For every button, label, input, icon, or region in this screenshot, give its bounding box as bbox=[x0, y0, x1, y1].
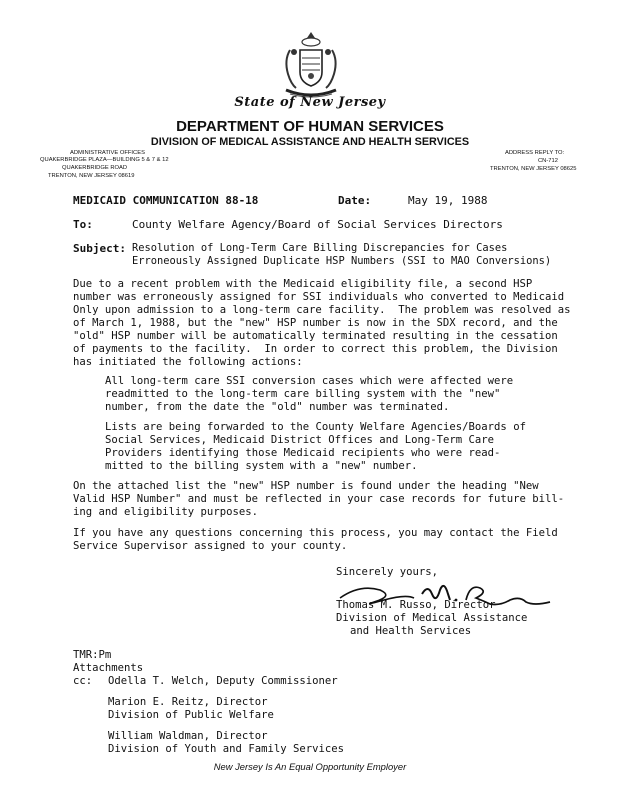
admin-address-line: QUAKERBRIDGE PLAZA—BUILDING 5 & 7 & 12 bbox=[40, 157, 169, 163]
signer-title: and Health Services bbox=[350, 625, 472, 637]
indented-line: Social Services, Medicaid District Offices and Long-Term Care bbox=[105, 434, 495, 446]
body-line: Valid HSP Number" and must be reflected in your case records for future bill- bbox=[73, 493, 565, 505]
body-line: of payments to the facility. In order to correct this problem, the Division bbox=[73, 343, 558, 355]
indented-line: Lists are being forwarded to the County Welfare Agencies/Boards of bbox=[105, 421, 526, 433]
cc-recipient-name: Odella T. Welch, Deputy Commissioner bbox=[108, 675, 338, 687]
subject-label: Subject: bbox=[73, 242, 126, 255]
body-line: number was erroneously assigned for SSI individuals who converted to Medicaid bbox=[73, 291, 565, 303]
cc-recipient-name: Marion E. Reitz, Director bbox=[108, 696, 268, 708]
department-name: DEPARTMENT OF HUMAN SERVICES bbox=[176, 118, 444, 135]
to-label: To: bbox=[73, 218, 93, 231]
body-line: On the attached list the "new" HSP number is found under the heading "New bbox=[73, 480, 539, 492]
signer-name: Thomas M. Russo, Director bbox=[336, 599, 496, 611]
date-value: May 19, 1988 bbox=[408, 194, 488, 207]
cc-recipient-org: Division of Public Welfare bbox=[108, 709, 274, 721]
reply-address-line: ADDRESS REPLY TO: bbox=[505, 150, 565, 156]
admin-address-line: ADMINISTRATIVE OFFICES bbox=[70, 150, 145, 156]
indented-line: readmitted to the long-term care billing system with the "new" bbox=[105, 388, 501, 400]
body-line: Due to a recent problem with the Medicaid eligibility file, a second HSP bbox=[73, 278, 533, 290]
body-line: "old" HSP number will be automatically terminated resulting in the cessation bbox=[73, 330, 558, 342]
closing-salutation: Sincerely yours, bbox=[336, 566, 439, 578]
signer-title: Division of Medical Assistance bbox=[336, 612, 528, 624]
subject-line: Resolution of Long-Term Care Billing Discrepancies for Cases bbox=[132, 242, 508, 254]
admin-address-line: TRENTON, NEW JERSEY 08619 bbox=[48, 173, 135, 179]
indented-line: Providers identifying those Medicaid recipients who were read- bbox=[105, 447, 501, 459]
to-value: County Welfare Agency/Board of Social Services Directors bbox=[132, 218, 503, 231]
indented-line: number, from the date the "old" number was terminated. bbox=[105, 401, 450, 413]
body-line: Service Supervisor assigned to your county. bbox=[73, 540, 348, 552]
reply-address-line: TRENTON, NEW JERSEY 08625 bbox=[490, 166, 577, 172]
cc-recipient-org: Division of Youth and Family Services bbox=[108, 743, 344, 755]
reply-address-line: CN-712 bbox=[538, 158, 558, 164]
subject-line: Erroneously Assigned Duplicate HSP Numbers (SSI to MAO Conversions) bbox=[132, 255, 552, 267]
division-name: DIVISION OF MEDICAL ASSISTANCE AND HEALTH SERVICES bbox=[150, 136, 470, 148]
state-name-heading: State of New Jersey bbox=[234, 95, 386, 110]
equal-opportunity-footer: New Jersey Is An Equal Opportunity Employer bbox=[213, 761, 407, 772]
state-seal-emblem bbox=[280, 30, 342, 100]
body-line: of March 1, 1988, but the "new" HSP number is now in the SDX record, and the bbox=[73, 317, 558, 329]
attachments-note: Attachments bbox=[73, 662, 144, 674]
body-line: Only upon admission to a long-term care facility. The problem was resolved as bbox=[73, 304, 571, 316]
cc-label: cc: bbox=[73, 675, 93, 687]
communication-number: MEDICAID COMMUNICATION 88-18 bbox=[73, 194, 259, 207]
indented-line: mitted to the billing system with a "new" number. bbox=[105, 460, 418, 472]
date-label: Date: bbox=[338, 194, 372, 207]
cc-recipient-name: William Waldman, Director bbox=[108, 730, 268, 742]
body-line: If you have any questions concerning this process, you may contact the Field bbox=[73, 527, 558, 539]
body-line: has initiated the following actions: bbox=[73, 356, 303, 368]
body-line: ing and eligibility purposes. bbox=[73, 506, 258, 518]
indented-line: All long-term care SSI conversion cases which were affected were bbox=[105, 375, 514, 387]
typist-initials: TMR:Pm bbox=[73, 649, 112, 661]
admin-address-line: QUAKERBRIDGE ROAD bbox=[62, 165, 128, 171]
